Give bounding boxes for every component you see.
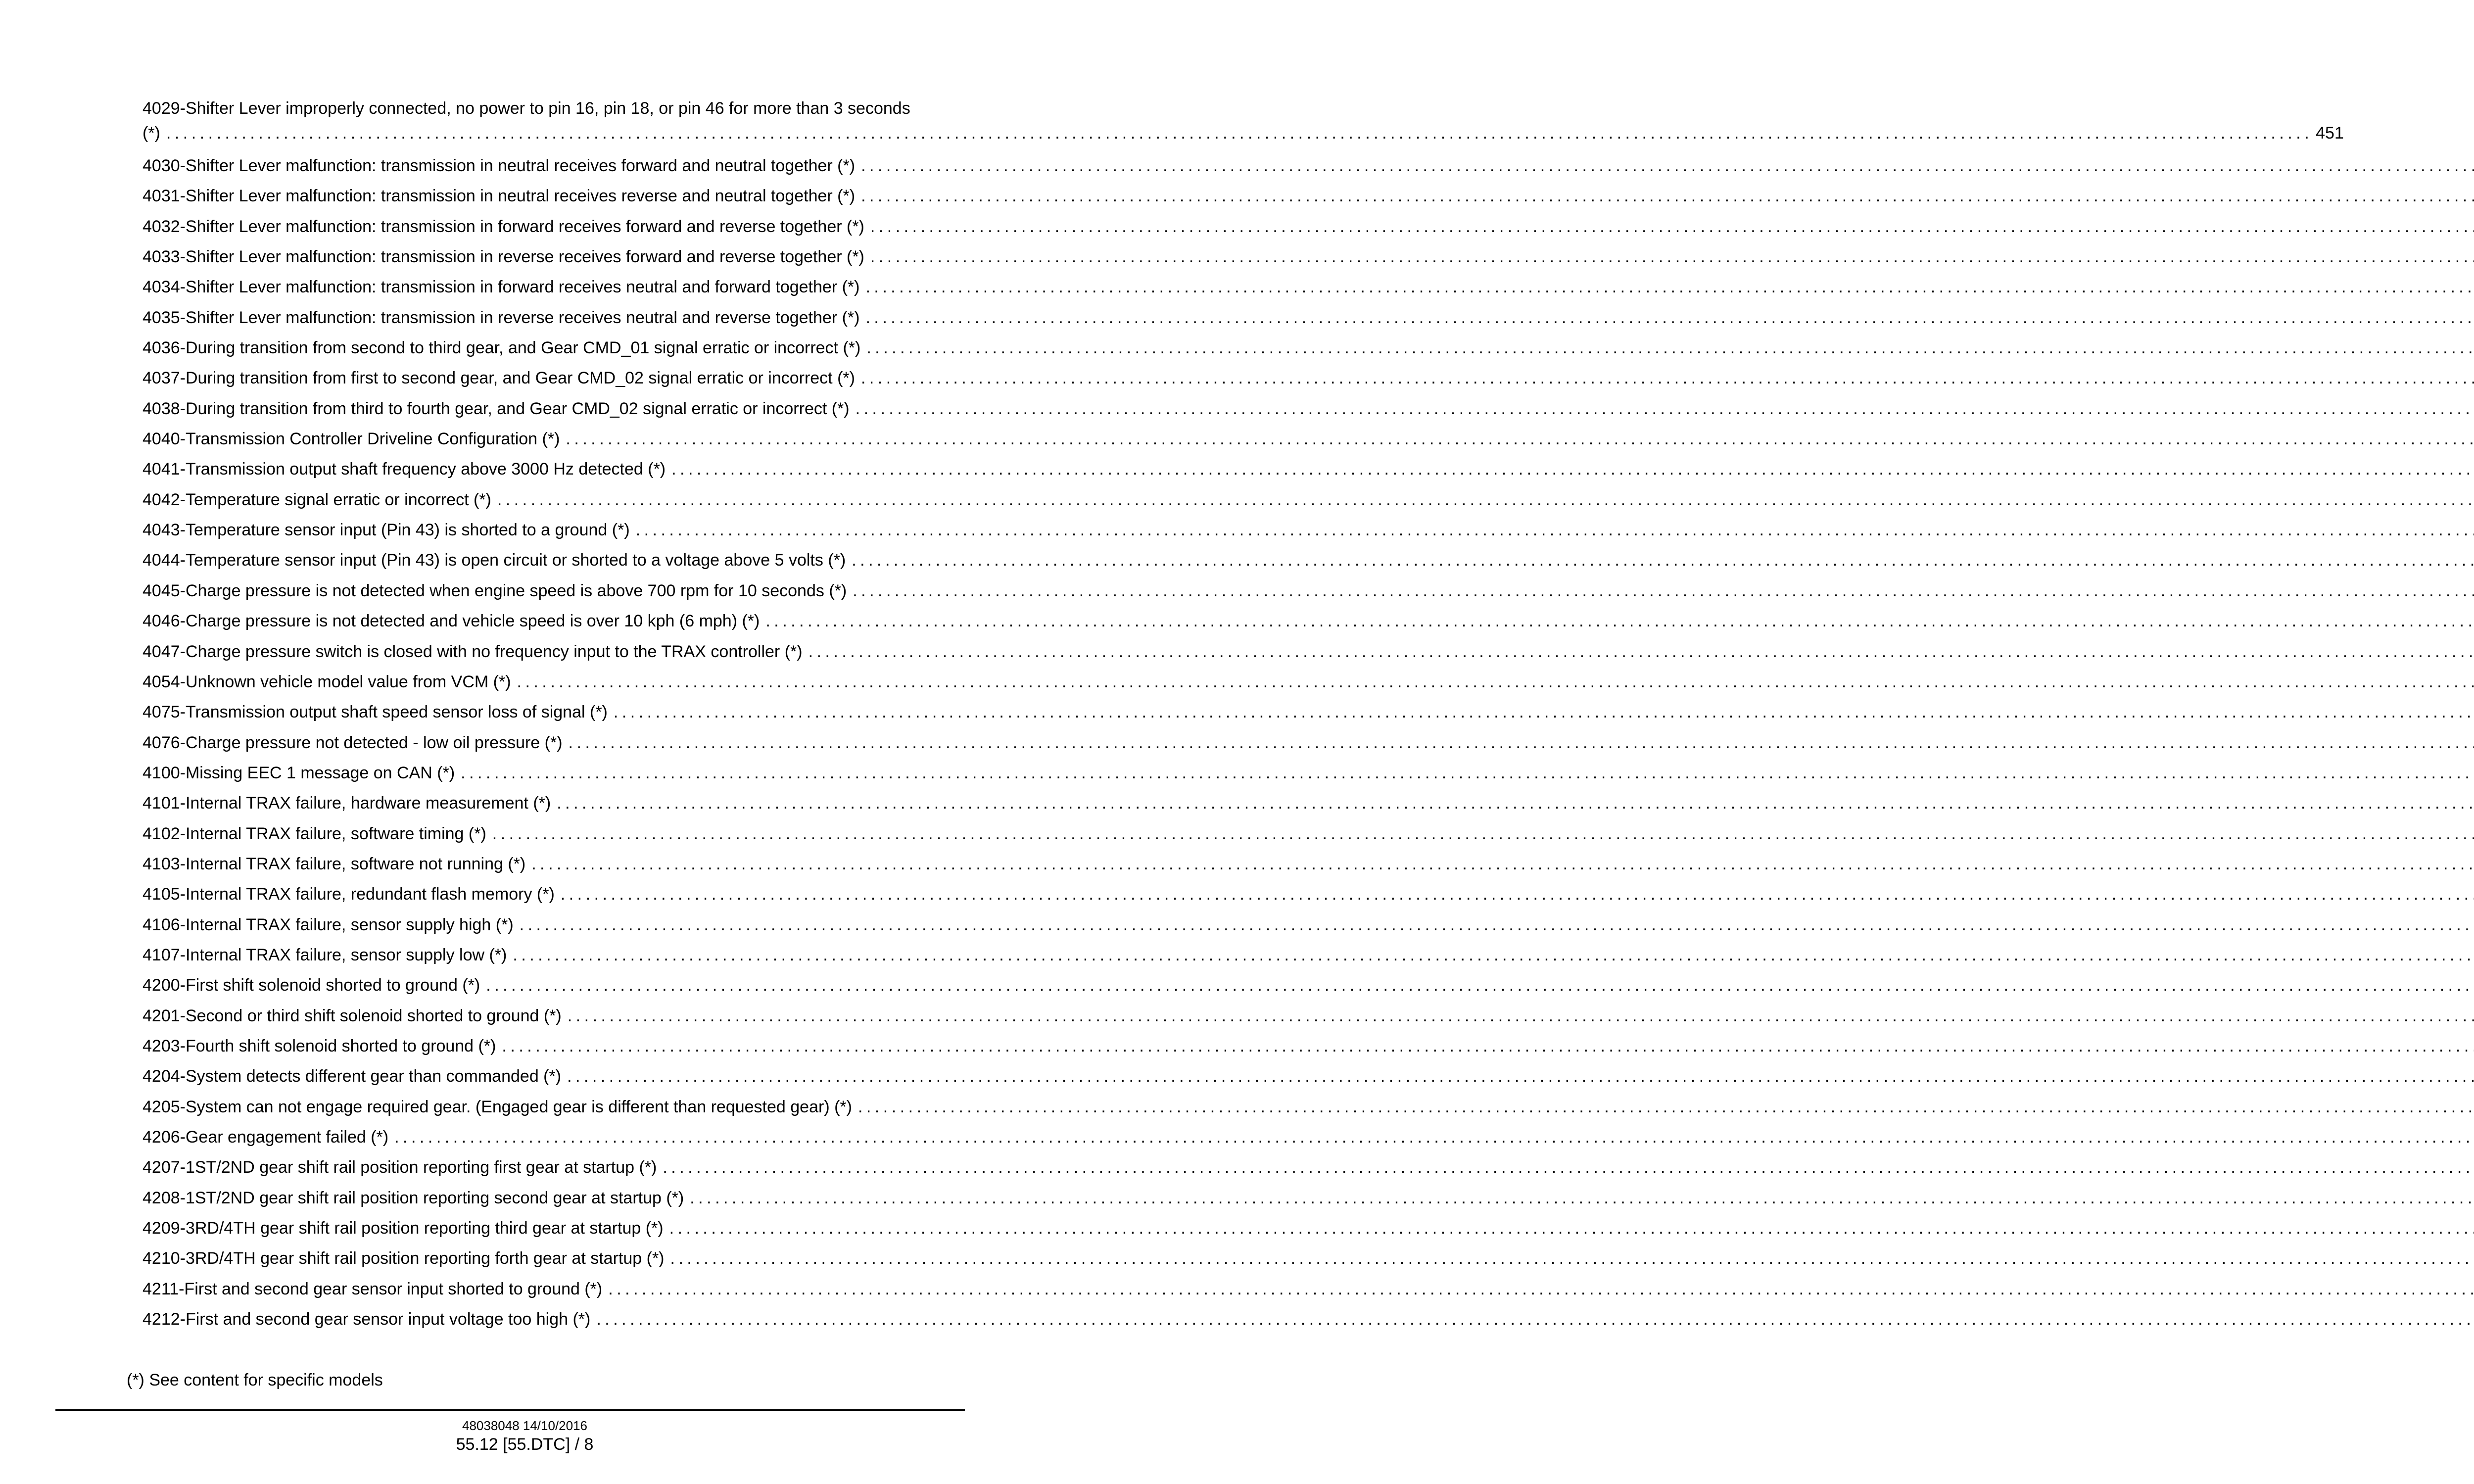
dot-leader [486, 819, 2474, 849]
toc-entry-title-continued: (*) [143, 124, 160, 143]
dot-leader [561, 1061, 2474, 1092]
toc-entry[interactable] [143, 424, 964, 454]
toc-entry[interactable] [143, 1061, 964, 1092]
toc-entry-title: 4040-Transmission Controller Driveline Configuration (*) [143, 430, 560, 449]
toc-entry[interactable] [143, 1001, 964, 1031]
toc-entry-title: 4045-Charge pressure is not detected when engine speed is above 700 rpm for 10 seconds (*) [143, 581, 847, 600]
toc-entry[interactable] [143, 1304, 964, 1335]
toc-entry-title: 4036-During transition from second to third gear, and Gear CMD_01 signal erratic or incorrect (*) [143, 338, 861, 358]
toc-entry-title: 4043-Temperature sensor input (Pin 43) is shorted to a ground (*) [143, 521, 630, 540]
toc-entry[interactable] [143, 151, 964, 181]
toc-entry-title: 4205-System can not engage required gear. (Engaged gear is different than requested gear) (*) [143, 1097, 852, 1116]
dot-leader [657, 1152, 2474, 1183]
toc-entry[interactable] [143, 363, 964, 393]
dot-leader [859, 303, 2474, 333]
toc-entry[interactable] [143, 1274, 964, 1304]
dot-leader [630, 515, 2474, 545]
toc-entry[interactable] [143, 667, 964, 697]
toc-entry-title: 4203-Fourth shift solenoid shorted to ground (*) [143, 1036, 496, 1055]
toc-entry-title: 4107-Internal TRAX failure, sensor supply low (*) [143, 945, 507, 964]
toc-entry[interactable] [143, 637, 964, 667]
dot-leader [455, 758, 2474, 788]
toc-entry[interactable] [143, 242, 964, 272]
toc-entry-title: 4102-Internal TRAX failure, software timing (*) [143, 824, 486, 843]
toc-entry-title: 4035-Shifter Lever malfunction: transmission in reverse receives neutral and reverse together (*) [143, 308, 860, 327]
dot-leader [859, 272, 2474, 302]
toc-entry[interactable] [143, 1152, 964, 1183]
toc-entry[interactable] [143, 1213, 964, 1244]
toc-entry[interactable] [143, 1183, 964, 1213]
dot-leader [514, 910, 2474, 940]
toc-entry[interactable] [143, 96, 2344, 151]
toc-entry[interactable] [143, 849, 964, 879]
toc-entry-title: 4200-First shift solenoid shorted to ground (*) [143, 976, 480, 995]
dot-leader [684, 1183, 2474, 1213]
toc-entry-title: 4210-3RD/4TH gear shift rail position reporting forth gear at startup (*) [143, 1249, 665, 1268]
toc-entry[interactable] [143, 819, 964, 849]
page-number: 55.12 [55.DTC] / 8 [456, 1435, 594, 1454]
document-reference: 48038048 14/10/2016 [462, 1418, 588, 1433]
toc-entry-title: 4076-Charge pressure not detected - low oil pressure (*) [143, 733, 563, 752]
dot-leader [388, 1122, 2474, 1152]
dot-leader [803, 637, 2474, 667]
dot-leader [560, 424, 2474, 454]
toc-entry-title: 4212-First and second gear sensor input voltage too high (*) [143, 1310, 591, 1329]
toc-entry-title: 4207-1ST/2ND gear shift rail position reporting first gear at startup (*) [143, 1158, 657, 1177]
dot-leader [855, 363, 2474, 393]
toc-entry[interactable] [143, 485, 964, 515]
dot-leader [608, 697, 2474, 727]
toc-entry[interactable] [143, 728, 964, 758]
toc-entry-title: 4211-First and second gear sensor input shorted to ground (*) [143, 1279, 603, 1298]
dot-leader [855, 151, 2474, 181]
toc-entry[interactable] [143, 910, 964, 940]
dot-leader [666, 454, 2474, 484]
dot-leader [590, 1304, 2474, 1335]
toc-entry-title: 4209-3RD/4TH gear shift rail position reporting third gear at startup (*) [143, 1219, 664, 1238]
toc-entry-title: 4042-Temperature signal erratic or incorrect (*) [143, 490, 491, 509]
toc-entry[interactable] [143, 515, 964, 545]
dot-leader [511, 667, 2474, 697]
dot-leader [602, 1274, 2474, 1304]
dot-leader [852, 1092, 2474, 1122]
dot-leader [864, 242, 2474, 272]
toc-entry[interactable] [143, 576, 964, 606]
toc-entry-title: 4100-Missing EEC 1 message on CAN (*) [143, 763, 455, 782]
toc-entry-title: 4208-1ST/2ND gear shift rail position reporting second gear at startup (*) [143, 1188, 684, 1207]
toc-entry-title: 4037-During transition from first to second gear, and Gear CMD_02 signal erratic or incorrect (*) [143, 369, 855, 388]
dot-leader [563, 728, 2474, 758]
dot-leader [664, 1213, 2474, 1244]
toc-entry-title: 4047-Charge pressure switch is closed with no frequency input to the TRAX controller (*) [143, 642, 803, 661]
toc-entry[interactable] [143, 697, 964, 727]
toc-entry[interactable] [143, 940, 964, 970]
toc-entry[interactable] [143, 394, 964, 424]
toc-entry[interactable] [143, 454, 964, 484]
toc-entry-title: 4204-System detects different gear than commanded (*) [143, 1067, 562, 1086]
dot-leader [551, 788, 2474, 818]
toc-entry-title: 4206-Gear engagement failed (*) [143, 1128, 389, 1147]
toc-entry[interactable] [143, 303, 964, 333]
toc-entry-title: 4032-Shifter Lever malfunction: transmission in forward receives forward and reverse together (*) [143, 217, 864, 236]
dot-leader [562, 1001, 2474, 1031]
dot-leader [555, 879, 2474, 910]
dot-leader [855, 181, 2474, 211]
toc-entry-title: 4105-Internal TRAX failure, redundant flash memory (*) [143, 885, 555, 904]
footnote: (*) See content for specific models [127, 1371, 383, 1389]
toc-entry[interactable] [143, 788, 964, 818]
toc-entry[interactable] [143, 879, 964, 910]
table-of-contents [143, 96, 2344, 1335]
toc-entry[interactable] [143, 1122, 964, 1152]
dot-leader [846, 545, 2474, 575]
toc-entry[interactable] [143, 970, 964, 1001]
toc-entry-title: 4031-Shifter Lever malfunction: transmission in neutral receives reverse and neutral together (*) [143, 187, 856, 206]
dot-leader [847, 576, 2474, 606]
toc-entry-title: 4030-Shifter Lever malfunction: transmission in neutral receives forward and neutral together (*) [143, 156, 856, 175]
toc-entry[interactable] [143, 272, 964, 302]
toc-entry-title: 4075-Transmission output shaft speed sensor loss of signal (*) [143, 703, 608, 722]
dot-leader [507, 940, 2474, 970]
toc-entry-title: 4103-Internal TRAX failure, software not running (*) [143, 854, 526, 873]
toc-entry[interactable] [143, 212, 964, 242]
toc-entry-title: 4029-Shifter Lever improperly connected, no power to pin 16, pin 18, or pin 46 for more than 3 seconds [143, 99, 910, 118]
toc-entry-page: 451 [2316, 124, 2344, 143]
dot-leader [860, 333, 2474, 363]
toc-entry-title: 4106-Internal TRAX failure, sensor supply high (*) [143, 915, 514, 934]
dot-leader [160, 121, 2316, 145]
dot-leader [480, 970, 2474, 1001]
toc-entry[interactable] [143, 1244, 964, 1274]
dot-leader [491, 485, 2474, 515]
toc-entry-title: 4101-Internal TRAX failure, hardware measurement (*) [143, 794, 551, 813]
dot-leader [864, 212, 2474, 242]
toc-entry-title: 4038-During transition from third to fourth gear, and Gear CMD_02 signal erratic or incorrect (*) [143, 399, 850, 418]
toc-entry-title: 4201-Second or third shift solenoid shorted to ground (*) [143, 1006, 562, 1025]
dot-leader [496, 1031, 2474, 1061]
dot-leader [665, 1244, 2474, 1274]
toc-entry[interactable] [143, 333, 964, 363]
toc-entry-title: 4034-Shifter Lever malfunction: transmission in forward receives neutral and forward together (*) [143, 278, 860, 297]
footer-divider [55, 1409, 965, 1411]
dot-leader [760, 606, 2474, 636]
dot-leader [525, 849, 2474, 879]
toc-entry-title: 4044-Temperature sensor input (Pin 43) is open circuit or shorted to a voltage above 5 volts (*) [143, 551, 846, 570]
toc-entry[interactable] [143, 545, 964, 575]
toc-entry[interactable] [143, 1031, 964, 1061]
toc-entry-title: 4054-Unknown vehicle model value from VCM (*) [143, 672, 511, 691]
toc-entry-title: 4046-Charge pressure is not detected and vehicle speed is over 10 kph (6 mph) (*) [143, 612, 760, 631]
toc-entry[interactable] [143, 1092, 964, 1122]
toc-entry-title: 4041-Transmission output shaft frequency above 3000 Hz detected (*) [143, 460, 666, 479]
toc-entry[interactable] [143, 181, 964, 211]
dot-leader [850, 394, 2474, 424]
toc-entry[interactable] [143, 758, 964, 788]
toc-entry[interactable] [143, 606, 964, 636]
toc-entry-title: 4033-Shifter Lever malfunction: transmission in reverse receives forward and reverse together (*) [143, 247, 864, 267]
